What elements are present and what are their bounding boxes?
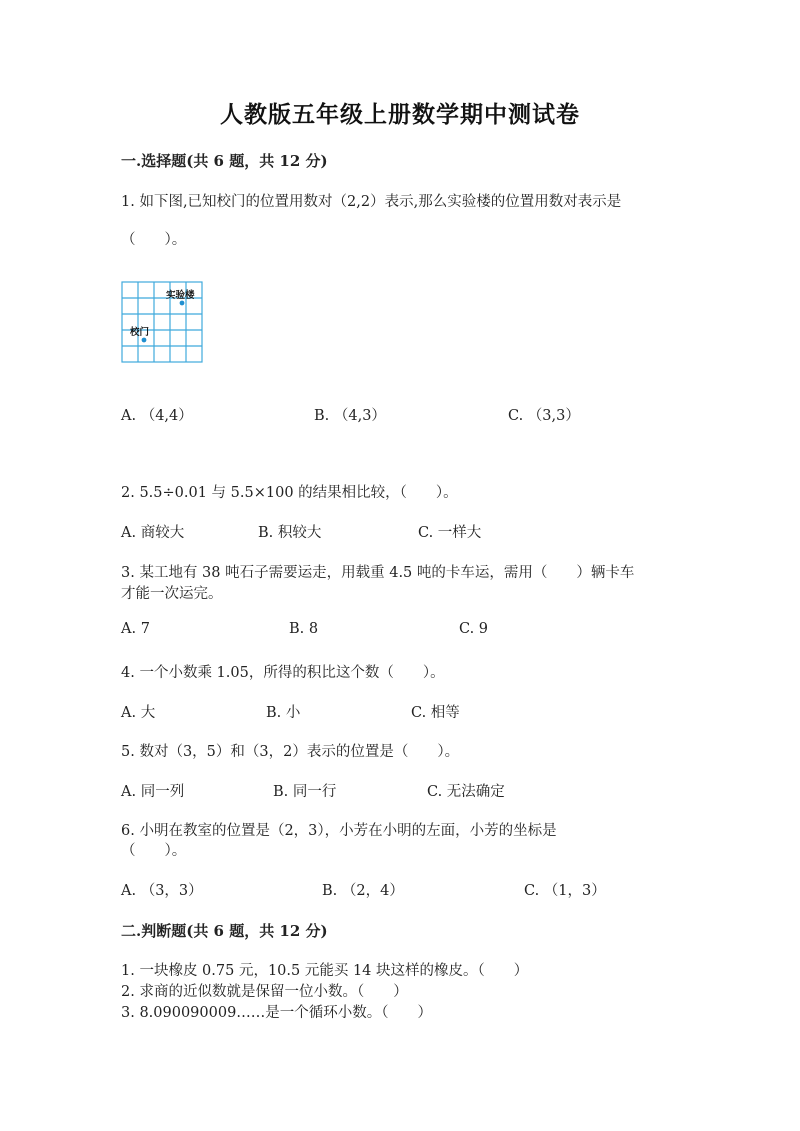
coordinate-grid-figure xyxy=(121,281,203,363)
gate-point xyxy=(142,338,147,343)
question-1-blank: （ ）。 xyxy=(121,232,187,248)
q2-option-a: A. 商较大 xyxy=(121,525,185,541)
q1-option-a: A. （4,4） xyxy=(121,408,193,424)
q1-option-c: C. （3,3） xyxy=(508,408,580,424)
q4-option-a: A. 大 xyxy=(121,705,156,721)
judgement-question-1: 1. 一块橡皮 0.75 元，10.5 元能买 14 块这样的橡皮。（ ） xyxy=(121,963,529,979)
q6-option-a: A. （3，3） xyxy=(121,883,203,899)
q3-option-c: C. 9 xyxy=(459,621,489,637)
q4-option-c: C. 相等 xyxy=(411,705,460,721)
question-4-text: 4. 一个小数乘 1.05，所得的积比这个数（ ）。 xyxy=(121,665,445,681)
section-heading-judgement: 二.判断题(共 6 题，共 12 分) xyxy=(121,922,328,940)
section-heading-choice: 一.选择题(共 6 题，共 12 分) xyxy=(121,152,328,170)
page-title: 人教版五年级上册数学期中测试卷 xyxy=(220,101,580,128)
q4-option-b: B. 小 xyxy=(266,705,301,721)
q5-option-c: C. 无法确定 xyxy=(427,784,505,800)
q2-option-c: C. 一样大 xyxy=(418,525,482,541)
gate-label: 校门 xyxy=(130,327,150,338)
question-6-text: 6. 小明在教室的位置是（2，3），小芳在小明的左面，小芳的坐标是 xyxy=(121,823,557,839)
question-3-text: 3. 某工地有 38 吨石子需要运走，用载重 4.5 吨的卡车运，需用（ ）辆卡车 xyxy=(121,565,635,581)
question-3-text-cont: 才能一次运完。 xyxy=(121,586,223,602)
question-5-text: 5. 数对（3，5）和（3，2）表示的位置是（ ）。 xyxy=(121,744,460,760)
q6-option-b: B. （2，4） xyxy=(322,883,404,899)
q3-option-b: B. 8 xyxy=(289,621,319,637)
lab-point xyxy=(180,301,185,306)
q5-option-b: B. 同一行 xyxy=(273,784,337,800)
q1-option-b: B. （4,3） xyxy=(314,408,386,424)
judgement-question-2: 2. 求商的近似数就是保留一位小数。（ ） xyxy=(121,984,408,1000)
judgement-question-3: 3. 8.090090009……是一个循环小数。（ ） xyxy=(121,1005,433,1021)
coordinate-grid xyxy=(121,281,203,363)
q3-option-a: A. 7 xyxy=(121,621,150,637)
q5-option-a: A. 同一列 xyxy=(121,784,185,800)
question-2-text: 2. 5.5÷0.01 与 5.5×100 的结果相比较，（ ）。 xyxy=(121,485,458,501)
question-6-blank: （ ）。 xyxy=(121,843,187,859)
question-1-text: 1. 如下图,已知校门的位置用数对（2,2）表示,那么实验楼的位置用数对表示是 xyxy=(121,194,622,210)
q2-option-b: B. 积较大 xyxy=(258,525,322,541)
lab-label: 实验楼 xyxy=(166,290,195,301)
q6-option-c: C. （1，3） xyxy=(524,883,606,899)
